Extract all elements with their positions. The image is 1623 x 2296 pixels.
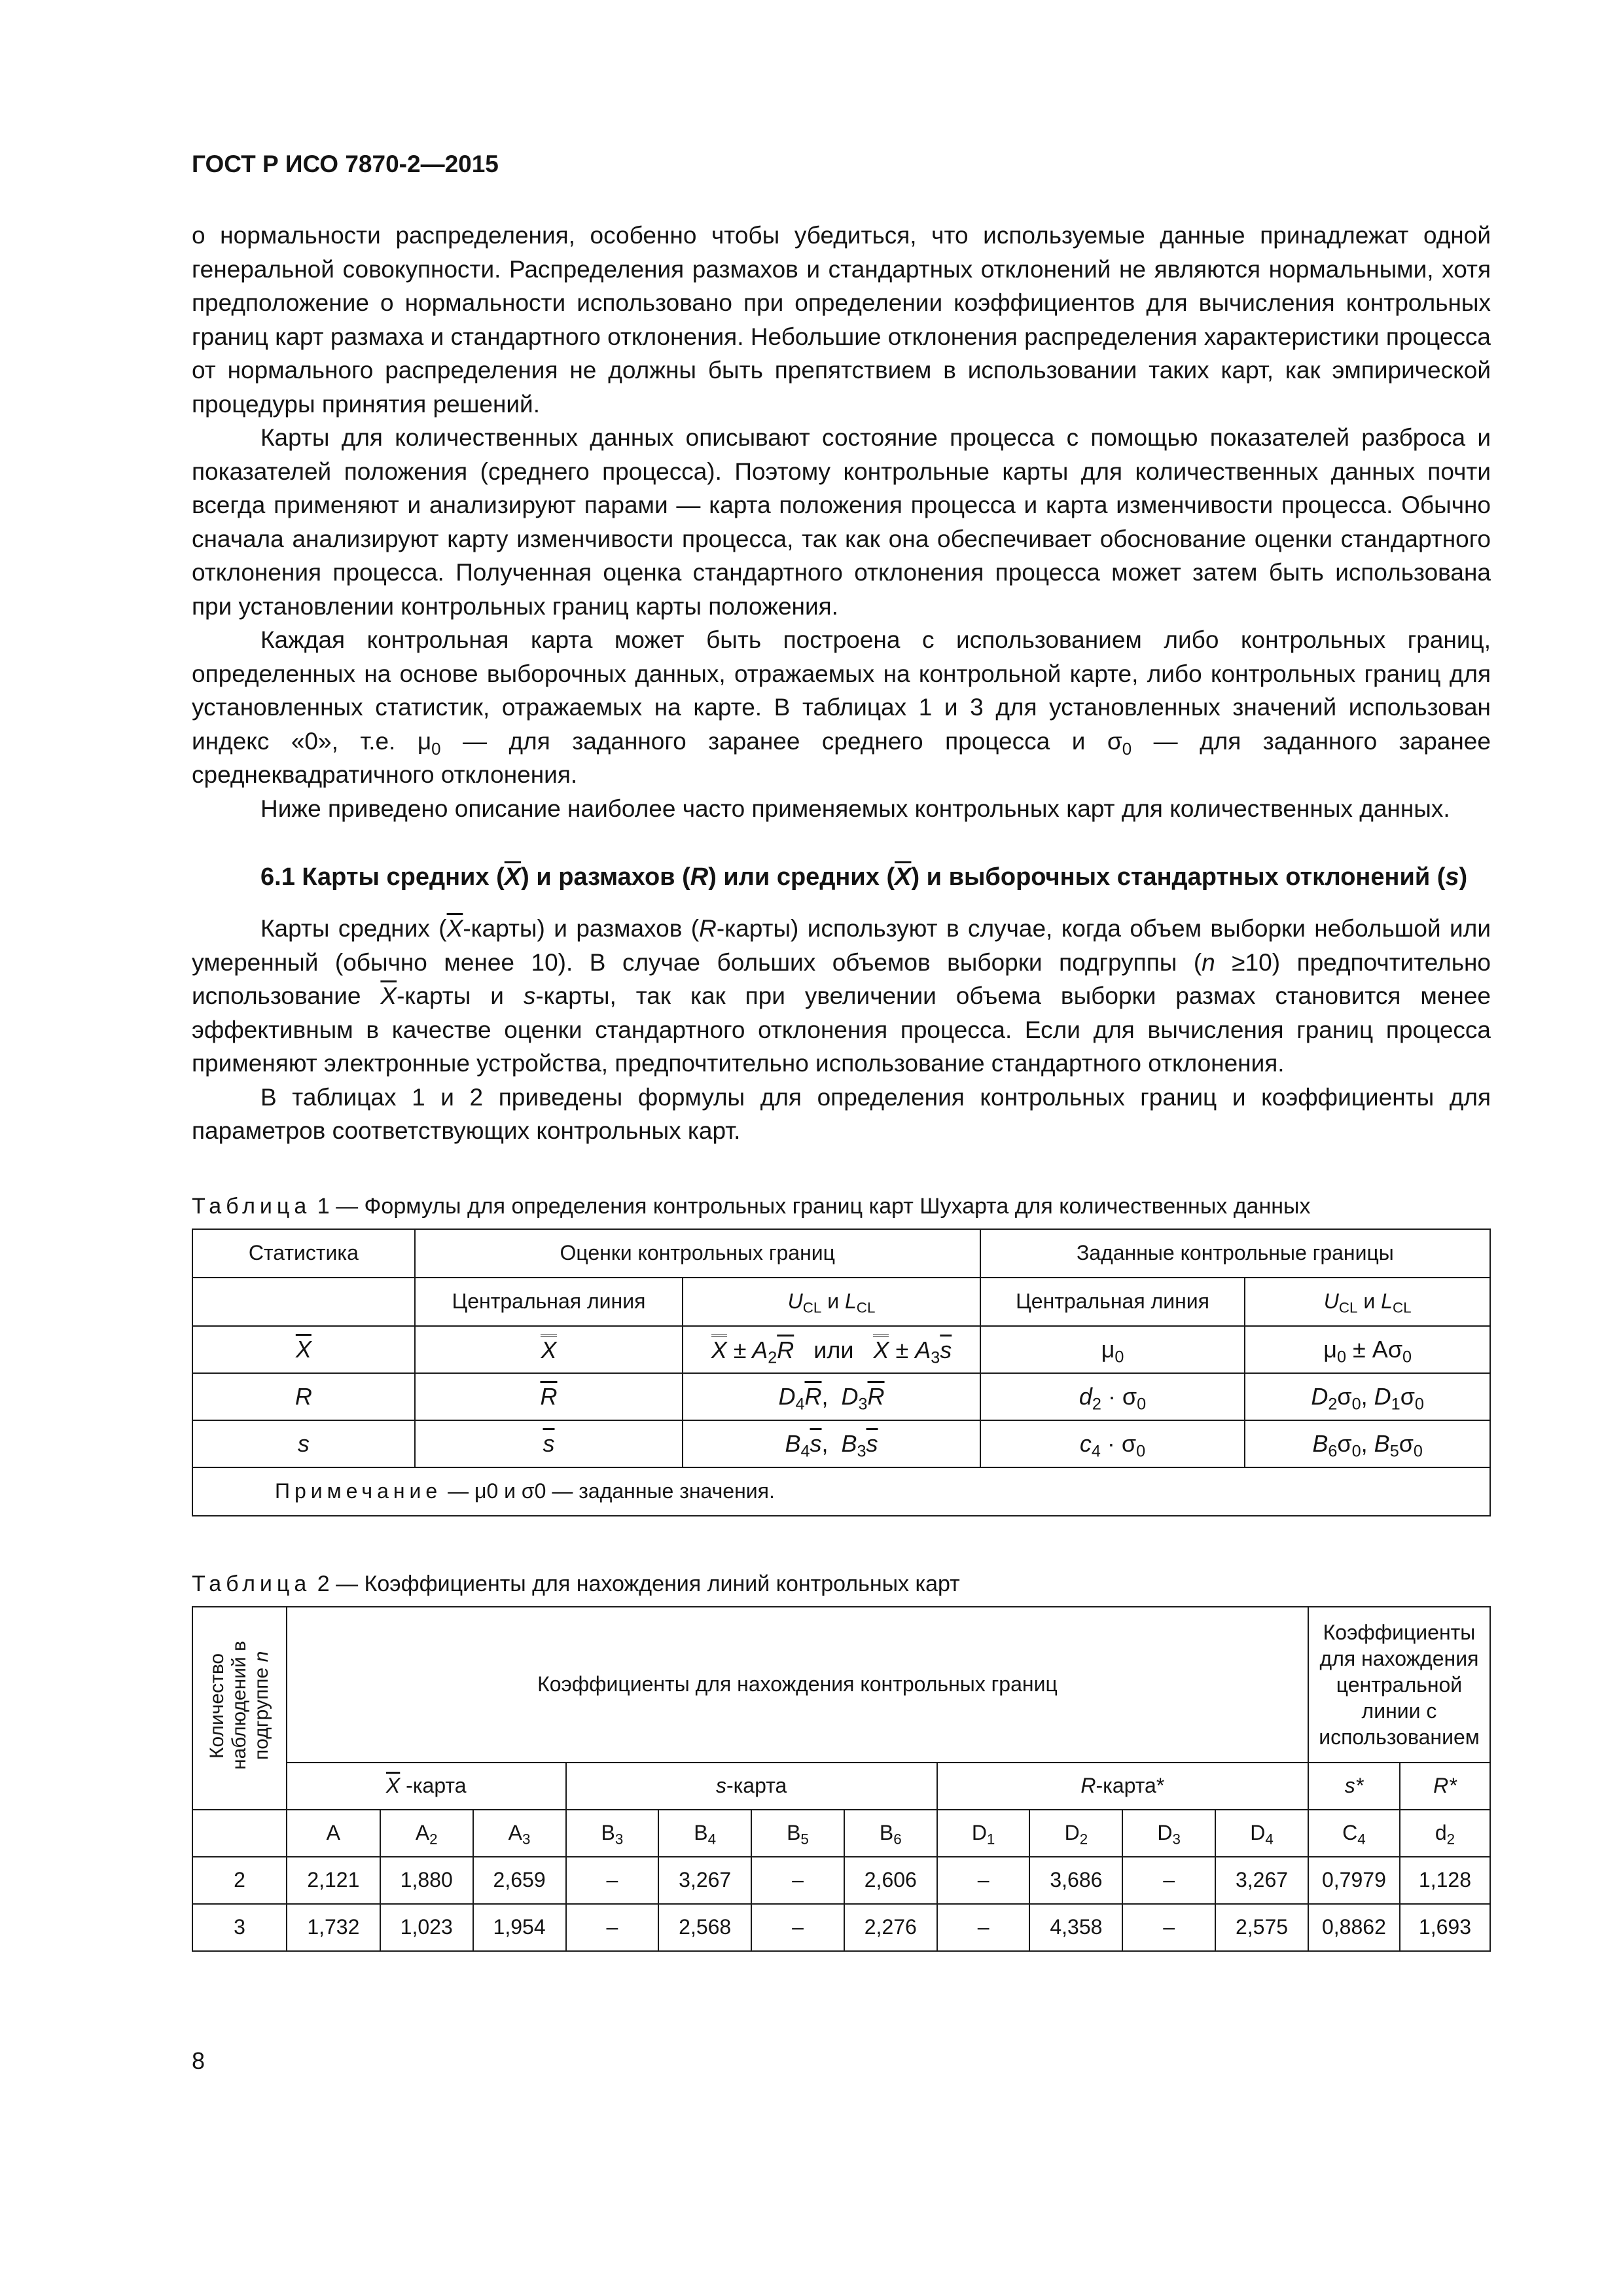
table-cell: – xyxy=(937,1904,1030,1951)
table-2-coef-header: $B_5$ xyxy=(751,1810,844,1857)
table-cell-n: 3 xyxy=(192,1904,287,1951)
paragraph-4: Ниже приведено описание наиболее часто применяемых контрольных карт для количественных данных. xyxy=(260,795,1450,822)
paragraph-6: Карты средних $(\overline{X}-карты)$ и размахов (R-карты) используют в случае, когда объем выборки небольшой или умеренный (обычно менее 10). В случае больших объемов выборки подгруппы (n ≥10) предпочтительно использование $\overline{X}$-карты и s-карты, так как при увеличении объема выборки размах становится менее эффективным в качестве оценки стандартного отклонения процесса. Если для вычисления границ процесса применяют электронные устройства, предпочтительно использование стандартного отклонения. xyxy=(192,915,1491,1077)
table-cell: – xyxy=(937,1857,1030,1904)
table-cell: 2,659 xyxy=(473,1857,566,1904)
table-cell: – xyxy=(566,1857,659,1904)
paragraph-1: о нормальности распределения, особенно чтобы убедиться, что используемые данные принадлежат одной генеральной совокупности. Распределения размахов и стандартных отклонений не являются нормальными, хотя предположение о нормальности использовано при определении коэффициентов для вычисления контрольных границ карт размаха и стандартного отклонения. Небольшие отклонения распределения характеристики процесса от нормального распределения не должны быть препятствием в использовании таких карт, как эмпирической процедуры принятия решений. xyxy=(192,222,1491,418)
table-1 xyxy=(192,1229,1491,1516)
document-header: ГОСТ Р ИСО 7870-2—2015 xyxy=(192,151,499,177)
table-2-coef-header: $B_6$ xyxy=(844,1810,937,1857)
table-2-group-s-star: s* xyxy=(1308,1763,1400,1810)
table-cell: 2,575 xyxy=(1215,1904,1308,1951)
table-cell: 1,880 xyxy=(380,1857,473,1904)
table-2-col-limits: Коэффициенты для нахождения контрольных границ xyxy=(287,1607,1308,1763)
table-cell: – xyxy=(1122,1857,1215,1904)
table-2-group-xbar: $\overline{X}$ -карта xyxy=(287,1763,566,1810)
table-1-col-estimated: Оценки контрольных границ xyxy=(415,1229,980,1278)
table-2-coef-header: $D_2$ xyxy=(1029,1810,1122,1857)
table-cell: 0,7979 xyxy=(1308,1857,1400,1904)
table-cell: – xyxy=(566,1904,659,1951)
table-2-group-r: R-карта* xyxy=(937,1763,1308,1810)
table-2-coef-header: $C_4$ xyxy=(1308,1810,1400,1857)
table-1-subheader-row xyxy=(192,1278,1490,1326)
table-2-coef-header: $D_3$ xyxy=(1122,1810,1215,1857)
table-2-coef-row xyxy=(192,1810,1490,1857)
table-2-caption: Таблица 2 — Коэффициенты для нахождения линий контрольных карт xyxy=(192,1571,960,1596)
table-cell: 1,128 xyxy=(1400,1857,1490,1904)
table-1-row-xbar: $\overline{X}$ X $X \pm A_2\overline{R}$ или $X \pm A_3\overline{s}$ $\mu_0$ $\mu_0 \pm A\sigma_0$ xyxy=(192,1326,1490,1373)
table-2-coef-header: A xyxy=(287,1810,380,1857)
table-cell: 4,358 xyxy=(1029,1904,1122,1951)
table-1-sub-center-given: Центральная линия xyxy=(980,1278,1245,1326)
table-1-header-row xyxy=(192,1229,1490,1278)
table-2-header-row xyxy=(192,1607,1490,1763)
table-2-group-r-star: R* xyxy=(1400,1763,1490,1810)
table-cell-n: 2 xyxy=(192,1857,287,1904)
table-2-group-s: s-карта xyxy=(566,1763,937,1810)
table-2 xyxy=(192,1606,1491,1952)
document-page xyxy=(192,151,1491,1952)
table-1-row-s: s $\overline{s}$ $B_4\overline{s}$, $B_3\overline{s}$ $c_4 \cdot \sigma_0$ $B_6\sigma_0$, $B_5\sigma_0$ xyxy=(192,1420,1490,1467)
table-cell: – xyxy=(1122,1904,1215,1951)
table-2-coef-header: $D_1$ xyxy=(937,1810,1030,1857)
paragraph-7: В таблицах 1 и 2 приведены формулы для определения контрольных границ и коэффициенты для параметров соответствующих контрольных карт. xyxy=(192,1083,1491,1144)
table-2-coef-header: $D_4$ xyxy=(1215,1810,1308,1857)
table-1-sub-center: Центральная линия xyxy=(415,1278,683,1326)
table-cell: 2,568 xyxy=(658,1904,751,1951)
table-1-sub-limits-given: $U_{CL}$ и $L_{CL}$ xyxy=(1245,1278,1490,1326)
table-cell: 2,276 xyxy=(844,1904,937,1951)
table-1-col-given: Заданные контрольные границы xyxy=(980,1229,1490,1278)
page-number: 8 xyxy=(192,2047,205,2074)
table-row xyxy=(192,1904,1490,1951)
table-2-coef-header: $A_3$ xyxy=(473,1810,566,1857)
table-1-sub-limits: $U_{CL}$ и $L_{CL}$ xyxy=(683,1278,980,1326)
table-1-caption: Таблица 1 — Формулы для определения контрольных границ карт Шухарта для количественных данных xyxy=(192,1193,1311,1219)
table-2-coef-header: $A_2$ xyxy=(380,1810,473,1857)
table-2-col-center: Коэффициенты для нахождения центральной линии с использованием xyxy=(1308,1607,1490,1763)
table-1-row-r: R $\overline{R}$ $D_4\overline{R}$, $D_3\overline{R}$ $d_2 \cdot \sigma_0$ $D_2\sigma_0$, $D_1\sigma_0$ xyxy=(192,1373,1490,1420)
table-2-coef-header: $B_3$ xyxy=(566,1810,659,1857)
table-cell: 2,121 xyxy=(287,1857,380,1904)
table-cell: 1,023 xyxy=(380,1904,473,1951)
table-2-coef-header: $B_4$ xyxy=(658,1810,751,1857)
table-cell: 1,693 xyxy=(1400,1904,1490,1951)
table-cell: – xyxy=(751,1857,844,1904)
table-1-note: Примечание — μ0 и σ0 — заданные значения. xyxy=(192,1467,1490,1516)
table-cell: 3,267 xyxy=(1215,1857,1308,1904)
table-1-note-row xyxy=(192,1467,1490,1516)
section-heading-6-1: 6.1 Карты средних (X) и размахов (R) или средних (X) и выборочных стандартных отклонений (s) xyxy=(260,863,1468,891)
paragraph-2: Карты для количественных данных описывают состояние процесса с помощью показателей разброса и показателей положения (среднего процесса). Поэтому контрольные карты для количественных данных почти всегда применяют и анализируют парами — карта положения процесса и карта изменчивости процесса. Обычно сначала анализируют карту изменчивости процесса, так как она обеспечивает обоснование оценки стандартного отклонения процесса. Полученная оценка стандартного отклонения процесса может затем быть использована при установлении контрольных границ карты положения. xyxy=(192,424,1491,620)
table-cell: 0,8862 xyxy=(1308,1904,1400,1951)
table-cell: 1,732 xyxy=(287,1904,380,1951)
table-cell: 3,267 xyxy=(658,1857,751,1904)
table-cell: 2,606 xyxy=(844,1857,937,1904)
table-cell: 1,954 xyxy=(473,1904,566,1951)
table-2-group-row xyxy=(192,1763,1490,1810)
table-row xyxy=(192,1857,1490,1904)
table-1-col-statistic: Статистика xyxy=(192,1229,415,1278)
table-2-col-n: Количество наблюдений в подгруппе n xyxy=(192,1607,287,1810)
paragraph-3: Каждая контрольная карта может быть построена с использованием либо контрольных границ, определенных на основе выборочных данных, отражаемых на контрольной карте, либо контрольных границ для установленных статистик, отражаемых на карте. В таблицах 1 и 3 для установленных значений использован индекс «0», т.е. $\mu_0$ — для заданного заранее среднего процесса и $\sigma_0$ — для заданного заранее среднеквадратичного отклонения. xyxy=(192,626,1491,788)
table-2-coef-header: $d_2$ xyxy=(1400,1810,1490,1857)
table-cell: 3,686 xyxy=(1029,1857,1122,1904)
table-cell: – xyxy=(751,1904,844,1951)
